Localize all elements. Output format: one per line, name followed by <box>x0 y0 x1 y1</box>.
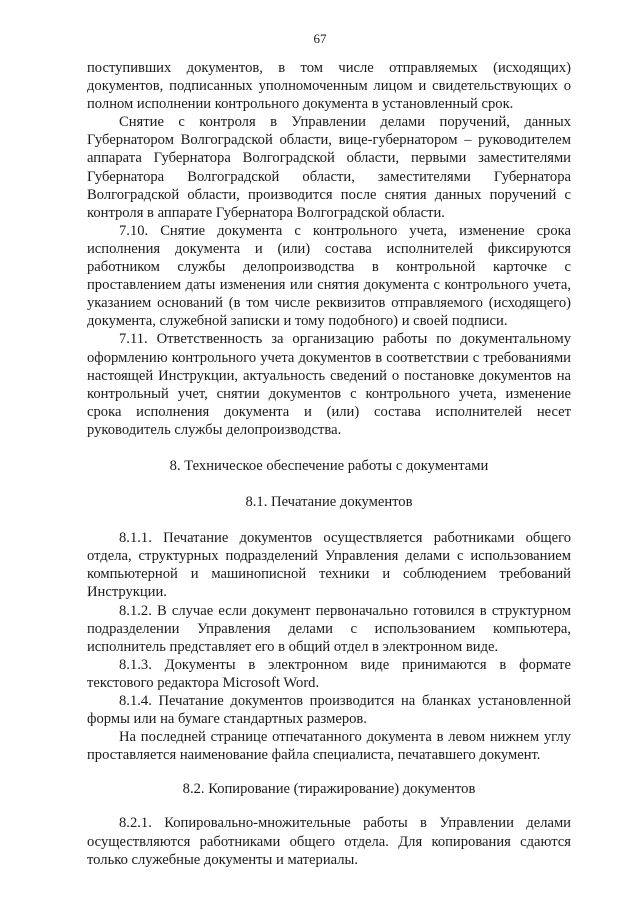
paragraph-7-10: 7.10. Снятие документа с контрольного учета, изменение срока исполнения документа и (или) состава исполнителей фиксируются работником службы делопроизводства в контрольной карточке с проставлением даты изменения или снятия документа с контрольного учета, указанием оснований (в том числе реквизитов отправляемого (исходящего) документа, служебной записки и тому подобного) и своей подписи. <box>87 222 571 330</box>
paragraph-8-1-2: 8.1.2. В случае если документ первоначально готовился в структурном подразделении Управления делами с использованием компьютера, исполнитель представляет его в общий отдел в электронном виде. <box>87 602 571 655</box>
paragraph-8-2-1: 8.2.1. Копировально-множительные работы в Управлении делами осуществляются работниками общего отдела. Для копирования сдаются только служебные документы и материалы. <box>87 815 571 868</box>
paragraph-last-page-note: На последней странице отпечатанного документа в левом нижнем углу проставляется наименование файла специалиста, печатавшего документ. <box>87 729 571 764</box>
subsection-heading-8-2: 8.2. Копирование (тиражирование) документов <box>182 781 476 798</box>
page-number: 67 <box>313 31 327 46</box>
paragraph-8-1-1: 8.1.1. Печатание документов осуществляется работниками общего отдела, структурных подразделений Управления делами с использованием компьютерной и машинописной техники и соблюдением требований Инструкции. <box>87 530 571 601</box>
spacer <box>87 439 571 457</box>
spacer <box>87 475 571 493</box>
paragraph-continuation: поступивших документов, в том числе отправляемых (исходящих) документов, подписанных уполномоченным лицом и свидетельствующих о полном исполнении контрольного документа в установленный срок. <box>87 60 571 113</box>
spacer <box>87 511 571 529</box>
document-body <box>87 59 571 869</box>
paragraph-8-1-4: 8.1.4. Печатание документов производится на бланках установленной формы или на бумаге стандартных размеров. <box>87 693 571 728</box>
spacer <box>87 764 571 780</box>
subsection-heading-8-1: 8.1. Печатание документов <box>245 494 413 511</box>
paragraph-8-1-3: 8.1.3. Документы в электронном виде принимаются в формате текстового редактора Microsoft Word. <box>87 656 571 691</box>
section-heading-8: 8. Техническое обеспечение работы с документами <box>169 457 489 474</box>
paragraph-7-11: 7.11. Ответственность за организацию работы по документальному оформлению контрольного учета документов в соответствии с требованиями настоящей Инструкции, актуальность сведений о постановке документов на контрольный учет, снятии документов с контрольного учета, изменение срока исполнения документа и (или) состава исполнителей несет руководитель службы делопроизводства. <box>87 331 571 438</box>
paragraph-removal-from-control: Снятие с контроля в Управлении делами поручений, данных Губернатором Волгоградской области, вице-губернатором – руководителем аппарата Губернатора Волгоградской области, первыми заместителями Губернатора Волгоградской области, заместителями Губернатора Волгоградской области, производится после снятия данных поручений с контроля в аппарате Губернатора Волгоградской области. <box>87 114 571 221</box>
spacer <box>87 798 571 814</box>
